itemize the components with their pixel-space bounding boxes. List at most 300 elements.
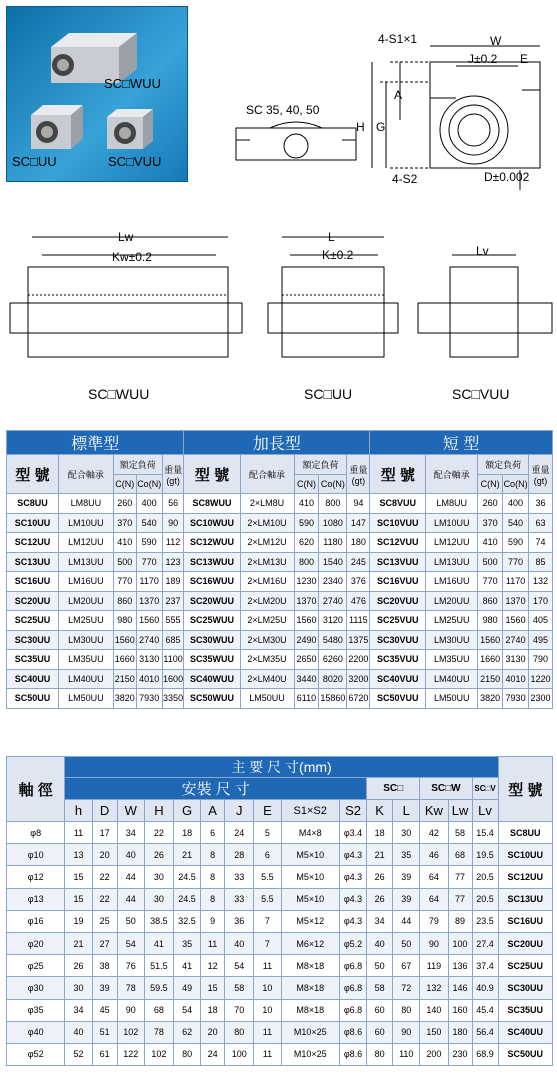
table-cell: 189 bbox=[162, 572, 184, 592]
table-cell: SC25UU bbox=[7, 611, 59, 631]
table-cell: SC25VUU bbox=[370, 611, 426, 631]
table-row bbox=[7, 1043, 553, 1065]
table-cell: 8 bbox=[201, 844, 225, 866]
table-cell: 2650 bbox=[294, 650, 319, 670]
table-cell: LM12UU bbox=[426, 533, 478, 553]
table-cell: 58 bbox=[225, 977, 254, 999]
table-cell: 3820 bbox=[113, 689, 136, 709]
table-cell: 1230 bbox=[294, 572, 319, 592]
table-cell: 1560 bbox=[503, 611, 529, 631]
label-l: L bbox=[328, 230, 335, 244]
table-cell: 150 bbox=[420, 1021, 448, 1043]
table-cell: 15 bbox=[201, 977, 225, 999]
table-cell: SC8VUU bbox=[370, 494, 426, 514]
table-cell: 1220 bbox=[529, 669, 553, 689]
table-cell: 790 bbox=[529, 650, 553, 670]
table2-title: 主 要 尺 寸(mm) bbox=[65, 757, 498, 778]
table-cell: 20 bbox=[92, 844, 117, 866]
table-cell: 3120 bbox=[319, 611, 347, 631]
table-cell: 230 bbox=[448, 1043, 472, 1065]
table-cell: 112 bbox=[162, 533, 184, 553]
table-cell: φ30 bbox=[7, 977, 65, 999]
table-cell: 36 bbox=[225, 910, 254, 932]
table2-body bbox=[7, 822, 553, 1066]
table-cell: 24.5 bbox=[174, 888, 201, 910]
table-cell: 10 bbox=[254, 977, 281, 999]
column-header: D bbox=[92, 800, 117, 822]
col-load: 額定負荷 bbox=[113, 455, 162, 475]
table-cell: SC13UU bbox=[7, 552, 59, 572]
table-cell: LM10UU bbox=[58, 513, 113, 533]
table-cell: LM8UU bbox=[58, 494, 113, 514]
table-cell: SC16VUU bbox=[370, 572, 426, 592]
table-cell: 2490 bbox=[294, 630, 319, 650]
table-cell: 30 bbox=[65, 977, 92, 999]
label-kw: Kw±0.2 bbox=[112, 250, 152, 264]
table-cell: LM50UU bbox=[240, 689, 294, 709]
table-row bbox=[7, 888, 553, 910]
label-a: A bbox=[394, 88, 403, 102]
table-cell: 61 bbox=[92, 1043, 117, 1065]
table-cell: φ20 bbox=[7, 932, 65, 954]
table-cell: 1370 bbox=[294, 591, 319, 611]
table-cell: 1370 bbox=[136, 591, 162, 611]
table-cell: M5×10 bbox=[281, 844, 339, 866]
column-header: S2 bbox=[339, 800, 366, 822]
table-cell: 1170 bbox=[503, 572, 529, 592]
table-cell: 2150 bbox=[478, 669, 503, 689]
table-cell: SC12UU bbox=[7, 533, 59, 553]
table-cell: 410 bbox=[113, 533, 136, 553]
table-cell: LM40UU bbox=[58, 669, 113, 689]
table-cell: 50 bbox=[117, 910, 144, 932]
table-row bbox=[7, 689, 553, 709]
table-cell: 2×LM10U bbox=[240, 513, 294, 533]
table-cell: 27 bbox=[92, 932, 117, 954]
table-cell: 2×LM35U bbox=[240, 650, 294, 670]
table-cell: 60 bbox=[367, 1021, 393, 1043]
table-cell: 500 bbox=[113, 552, 136, 572]
table-cell: 62 bbox=[174, 1021, 201, 1043]
table-cell: 136 bbox=[448, 955, 472, 977]
table-cell: 9 bbox=[201, 910, 225, 932]
table-row bbox=[7, 630, 553, 650]
table-row bbox=[7, 910, 553, 932]
table-cell: 6 bbox=[254, 844, 281, 866]
table-cell: 102 bbox=[144, 1043, 173, 1065]
table-cell: M5×12 bbox=[281, 910, 339, 932]
label-k: K±0.2 bbox=[322, 248, 354, 262]
col-shaft: 軸 徑 bbox=[7, 757, 65, 822]
table-cell: 77 bbox=[448, 866, 472, 888]
table-cell: 3820 bbox=[478, 689, 503, 709]
table-cell: LM50UU bbox=[58, 689, 113, 709]
table-cell: 22 bbox=[92, 866, 117, 888]
table-cell: 405 bbox=[529, 611, 553, 631]
column-header: S1×S2 bbox=[281, 800, 339, 822]
col-model: 型 號 bbox=[184, 455, 240, 494]
table-cell: φ25 bbox=[7, 955, 65, 977]
table-cell: 1560 bbox=[136, 611, 162, 631]
table-cell: 11 bbox=[254, 955, 281, 977]
table-cell: SC50UU bbox=[498, 1043, 552, 1065]
table-cell: 22 bbox=[144, 822, 173, 844]
table-cell: LM35UU bbox=[58, 650, 113, 670]
table-cell: 2340 bbox=[319, 572, 347, 592]
col-co: Co(N) bbox=[136, 474, 162, 494]
col-bearing: 配合軸承 bbox=[426, 455, 478, 494]
label-j: J±0.2 bbox=[468, 52, 498, 66]
table-cell: 2×LM30U bbox=[240, 630, 294, 650]
table-cell: 260 bbox=[478, 494, 503, 514]
col-load: 額定負荷 bbox=[478, 455, 529, 475]
table-cell: φ13 bbox=[7, 888, 65, 910]
table-cell: φ6.8 bbox=[339, 977, 366, 999]
table-cell: 1375 bbox=[347, 630, 370, 650]
table-cell: 21 bbox=[174, 844, 201, 866]
table-cell: 20 bbox=[201, 1021, 225, 1043]
col-bearing: 配合軸承 bbox=[240, 455, 294, 494]
table-cell: 770 bbox=[503, 552, 529, 572]
table-cell: 42 bbox=[420, 822, 448, 844]
table-cell: 6720 bbox=[347, 689, 370, 709]
table-cell: SC35WUU bbox=[184, 650, 240, 670]
table-cell: 54 bbox=[174, 999, 201, 1021]
table-cell: φ6.8 bbox=[339, 999, 366, 1021]
column-header: E bbox=[254, 800, 281, 822]
caption-uu: SC□UU bbox=[304, 386, 353, 402]
table-cell: LM35UU bbox=[426, 650, 478, 670]
table-cell: 19 bbox=[65, 910, 92, 932]
col-co: Co(N) bbox=[319, 474, 347, 494]
table-cell: 90 bbox=[117, 999, 144, 1021]
table-cell: φ8.6 bbox=[339, 1021, 366, 1043]
label-lv: Lv bbox=[476, 244, 489, 258]
column-header: J bbox=[225, 800, 254, 822]
table-cell: 370 bbox=[113, 513, 136, 533]
table-cell: 26 bbox=[367, 888, 393, 910]
table-cell: 1170 bbox=[136, 572, 162, 592]
col-co: Co(N) bbox=[503, 474, 529, 494]
table-cell: SC10VUU bbox=[370, 513, 426, 533]
table-cell: SC25WUU bbox=[184, 611, 240, 631]
table-cell: LM13UU bbox=[426, 552, 478, 572]
table-cell: 1115 bbox=[347, 611, 370, 631]
table-cell: φ12 bbox=[7, 866, 65, 888]
table-cell: 21 bbox=[367, 844, 393, 866]
table-cell: 540 bbox=[136, 513, 162, 533]
table-row bbox=[7, 669, 553, 689]
label-h: H bbox=[356, 120, 365, 134]
table-cell: 35 bbox=[393, 844, 420, 866]
table-cell: 2×LM40U bbox=[240, 669, 294, 689]
table-cell: SC20UU bbox=[7, 591, 59, 611]
label-sizes: SC 35, 40, 50 bbox=[246, 103, 320, 117]
table-cell: 67 bbox=[393, 955, 420, 977]
table-cell: 23.5 bbox=[472, 910, 498, 932]
table-cell: 6 bbox=[201, 822, 225, 844]
table-cell: 476 bbox=[347, 591, 370, 611]
table-cell: 70 bbox=[225, 999, 254, 1021]
table-cell: 3130 bbox=[136, 650, 162, 670]
table1-body bbox=[7, 494, 553, 709]
table-row bbox=[7, 572, 553, 592]
col-model: 型 號 bbox=[370, 455, 426, 494]
table-cell: SC12VUU bbox=[370, 533, 426, 553]
table-cell: 620 bbox=[294, 533, 319, 553]
col-weight: 重量(gt) bbox=[162, 455, 184, 494]
table-cell: SC50WUU bbox=[184, 689, 240, 709]
table-cell: SC16UU bbox=[7, 572, 59, 592]
table-cell: 2×LM20U bbox=[240, 591, 294, 611]
table-cell: 59.5 bbox=[144, 977, 173, 999]
table-cell: 2×LM8U bbox=[240, 494, 294, 514]
table-cell: 860 bbox=[478, 591, 503, 611]
table-row bbox=[7, 611, 553, 631]
table-cell: 63 bbox=[529, 513, 553, 533]
column-header: K bbox=[367, 800, 393, 822]
table-cell: 49 bbox=[174, 977, 201, 999]
table-cell: 25 bbox=[92, 910, 117, 932]
table-cell: 24 bbox=[225, 822, 254, 844]
table-cell: 68 bbox=[144, 999, 173, 1021]
table-cell: 56 bbox=[162, 494, 184, 514]
table-cell: 3350 bbox=[162, 689, 184, 709]
group-standard: 標準型 bbox=[7, 431, 184, 455]
column-header: G bbox=[174, 800, 201, 822]
table-cell: 7 bbox=[254, 910, 281, 932]
table-cell: 40 bbox=[65, 1021, 92, 1043]
table-cell: 260 bbox=[113, 494, 136, 514]
table-cell: 685 bbox=[162, 630, 184, 650]
table-cell: 800 bbox=[294, 552, 319, 572]
table-cell: 64 bbox=[420, 866, 448, 888]
col-bearing: 配合軸承 bbox=[58, 455, 113, 494]
table-cell: 44 bbox=[117, 888, 144, 910]
label-e: E bbox=[520, 52, 529, 66]
table-cell: 1660 bbox=[113, 650, 136, 670]
table-cell: 35 bbox=[174, 932, 201, 954]
table-cell: 3200 bbox=[347, 669, 370, 689]
label-d: D±0.002 bbox=[484, 170, 530, 184]
table-cell: 90 bbox=[420, 932, 448, 954]
table-cell: 78 bbox=[144, 1021, 173, 1043]
table-cell: 15860 bbox=[319, 689, 347, 709]
table-cell: 110 bbox=[393, 1043, 420, 1065]
table-cell: SC10UU bbox=[498, 844, 552, 866]
caption-wuu: SC□WUU bbox=[88, 386, 150, 402]
table-cell: 30 bbox=[393, 822, 420, 844]
table-cell: LM20UU bbox=[58, 591, 113, 611]
table-cell: 58 bbox=[448, 822, 472, 844]
table-cell: 132 bbox=[420, 977, 448, 999]
table-cell: φ6.8 bbox=[339, 955, 366, 977]
table-cell: 15.4 bbox=[472, 822, 498, 844]
table-cell: 2×LM12U bbox=[240, 533, 294, 553]
table-cell: 39 bbox=[92, 977, 117, 999]
table-cell: 1560 bbox=[294, 611, 319, 631]
group-scv: SC□V bbox=[472, 778, 498, 800]
table-cell: 2200 bbox=[347, 650, 370, 670]
table-cell: 80 bbox=[174, 1043, 201, 1065]
column-header: H bbox=[144, 800, 173, 822]
table-cell: 30 bbox=[144, 866, 173, 888]
table-cell: SC13UU bbox=[498, 888, 552, 910]
photo-label-uu: SC□UU bbox=[12, 154, 57, 169]
table-cell: 18 bbox=[367, 822, 393, 844]
group-long: 加長型 bbox=[184, 431, 370, 455]
table-cell: SC20VUU bbox=[370, 591, 426, 611]
table-cell: 60 bbox=[367, 999, 393, 1021]
table-cell: 410 bbox=[478, 533, 503, 553]
label-g: G bbox=[376, 120, 386, 134]
table-cell: SC30UU bbox=[498, 977, 552, 999]
label-s2: 4-S2 bbox=[392, 172, 418, 186]
table-cell: 74 bbox=[529, 533, 553, 553]
load-weight-table bbox=[6, 430, 553, 709]
table-cell: φ4.3 bbox=[339, 844, 366, 866]
table-row bbox=[7, 866, 553, 888]
column-header: L bbox=[393, 800, 420, 822]
table-cell: SC20WUU bbox=[184, 591, 240, 611]
table-cell: 11 bbox=[254, 1043, 281, 1065]
table-cell: 68.9 bbox=[472, 1043, 498, 1065]
table-cell: 800 bbox=[319, 494, 347, 514]
label-w: W bbox=[490, 34, 502, 48]
table-cell: 1660 bbox=[478, 650, 503, 670]
table-cell: 72 bbox=[393, 977, 420, 999]
table-cell: 15 bbox=[65, 888, 92, 910]
table-cell: SC35UU bbox=[498, 999, 552, 1021]
table-cell: M8×18 bbox=[281, 955, 339, 977]
group-scw: SC□W bbox=[420, 778, 472, 800]
group-short: 短 型 bbox=[370, 431, 553, 455]
table-cell: SC30UU bbox=[7, 630, 59, 650]
table-cell: LM16UU bbox=[426, 572, 478, 592]
table-cell: 11 bbox=[201, 932, 225, 954]
table-cell: 33 bbox=[225, 888, 254, 910]
table-row bbox=[7, 591, 553, 611]
table-cell: 146 bbox=[448, 977, 472, 999]
table-cell: 770 bbox=[136, 552, 162, 572]
table-cell: 180 bbox=[347, 533, 370, 553]
table-cell: 6260 bbox=[319, 650, 347, 670]
table-cell: LM20UU bbox=[426, 591, 478, 611]
table-cell: SC12UU bbox=[498, 866, 552, 888]
table-cell: 50 bbox=[393, 932, 420, 954]
table-cell: 24 bbox=[201, 1043, 225, 1065]
table-cell: 68 bbox=[448, 844, 472, 866]
col-c: C(N) bbox=[113, 474, 136, 494]
table-cell: LM12UU bbox=[58, 533, 113, 553]
table-row bbox=[7, 844, 553, 866]
table-cell: 94 bbox=[347, 494, 370, 514]
table-cell: SC12WUU bbox=[184, 533, 240, 553]
table-cell: 34 bbox=[367, 910, 393, 932]
table-row bbox=[7, 650, 553, 670]
column-header: h bbox=[65, 800, 92, 822]
table-cell: 8020 bbox=[319, 669, 347, 689]
table-cell: 1370 bbox=[503, 591, 529, 611]
table-cell: φ8 bbox=[7, 822, 65, 844]
table-cell: 770 bbox=[113, 572, 136, 592]
table-cell: 860 bbox=[113, 591, 136, 611]
table-cell: 28 bbox=[225, 844, 254, 866]
table-cell: LM30UU bbox=[426, 630, 478, 650]
table-cell: 1600 bbox=[162, 669, 184, 689]
table-cell: SC8UU bbox=[498, 822, 552, 844]
table-row bbox=[7, 1021, 553, 1043]
table-cell: 17 bbox=[92, 822, 117, 844]
label-lw: Lw bbox=[118, 230, 134, 244]
table-cell: SC40WUU bbox=[184, 669, 240, 689]
column-header: Kw bbox=[420, 800, 448, 822]
table-cell: 7 bbox=[254, 932, 281, 954]
table-cell: 26 bbox=[144, 844, 173, 866]
table-cell: 2740 bbox=[319, 591, 347, 611]
col-weight: 重量(gt) bbox=[529, 455, 553, 494]
table-cell: LM13UU bbox=[58, 552, 113, 572]
column-header: Lw bbox=[448, 800, 472, 822]
table-cell: SC13VUU bbox=[370, 552, 426, 572]
table-cell: M4×8 bbox=[281, 822, 339, 844]
table-cell: M10×25 bbox=[281, 1021, 339, 1043]
table-cell: 3130 bbox=[503, 650, 529, 670]
table-cell: 140 bbox=[420, 999, 448, 1021]
table-cell: 237 bbox=[162, 591, 184, 611]
table-cell: 19.5 bbox=[472, 844, 498, 866]
table-cell: 5.5 bbox=[254, 888, 281, 910]
table-cell: 41 bbox=[144, 932, 173, 954]
table-cell: 30 bbox=[144, 888, 173, 910]
table-cell: SC8UU bbox=[7, 494, 59, 514]
table-cell: LM25UU bbox=[58, 611, 113, 631]
table-cell: 77 bbox=[448, 888, 472, 910]
table-cell: M5×10 bbox=[281, 888, 339, 910]
table-cell: 10 bbox=[254, 999, 281, 1021]
col-model: 型 號 bbox=[7, 455, 59, 494]
table-cell: 26 bbox=[367, 866, 393, 888]
table-cell: φ52 bbox=[7, 1043, 65, 1065]
table-cell: 39 bbox=[393, 866, 420, 888]
table-cell: 8 bbox=[201, 866, 225, 888]
table-cell: SC16WUU bbox=[184, 572, 240, 592]
table-row bbox=[7, 533, 553, 553]
table-cell: 376 bbox=[347, 572, 370, 592]
table-cell: 79 bbox=[420, 910, 448, 932]
table-cell: 1080 bbox=[319, 513, 347, 533]
table-cell: 40.9 bbox=[472, 977, 498, 999]
table-cell: 123 bbox=[162, 552, 184, 572]
table-cell: 44 bbox=[393, 910, 420, 932]
table-cell: 39 bbox=[393, 888, 420, 910]
photo-label-vuu: SC□VUU bbox=[108, 154, 162, 169]
table-cell: SC10WUU bbox=[184, 513, 240, 533]
table-cell: 34 bbox=[65, 999, 92, 1021]
table-cell: 6110 bbox=[294, 689, 319, 709]
table-cell: 1180 bbox=[319, 533, 347, 553]
table-cell: LM25UU bbox=[426, 611, 478, 631]
table-cell: 37.4 bbox=[472, 955, 498, 977]
table-cell: 50 bbox=[367, 955, 393, 977]
table-cell: 980 bbox=[478, 611, 503, 631]
table-cell: 1560 bbox=[478, 630, 503, 650]
table-cell: 26 bbox=[65, 955, 92, 977]
table-cell: M6×12 bbox=[281, 932, 339, 954]
col-model2: 型 號 bbox=[498, 757, 552, 822]
table-cell: SC50UU bbox=[7, 689, 59, 709]
table-cell: SC30WUU bbox=[184, 630, 240, 650]
